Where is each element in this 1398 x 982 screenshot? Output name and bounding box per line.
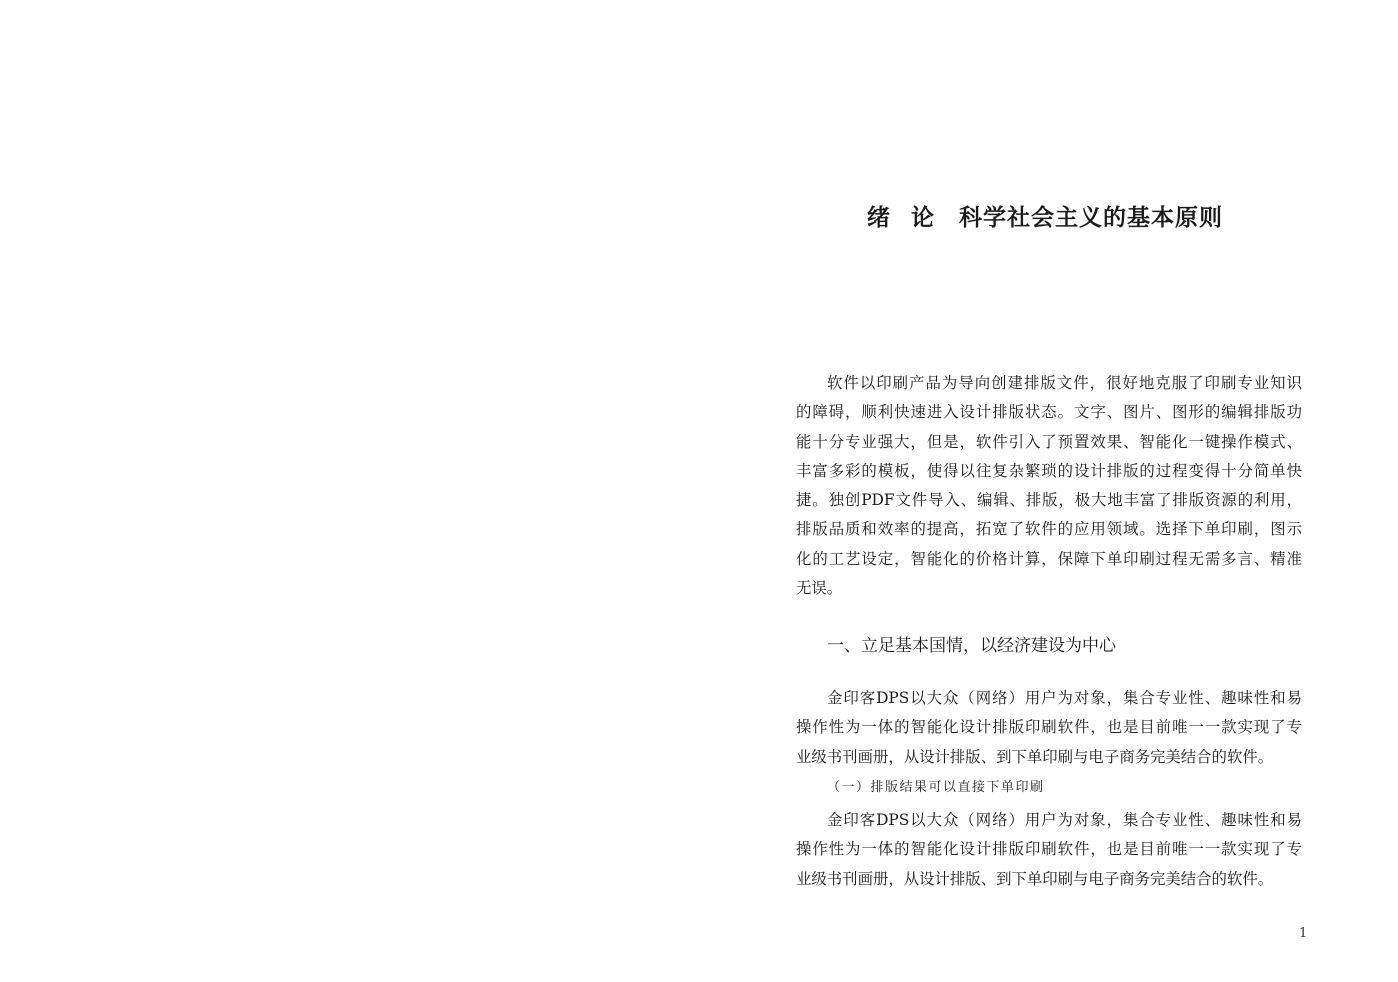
paragraph-1-line: 丰富多彩的模板，使得以往复杂繁琐的设计排版的过程变得十分简单快: [796, 461, 1302, 480]
paragraph-1-line: 化的工艺设定，智能化的价格计算，保障下单印刷过程无需多言、精准: [796, 549, 1302, 568]
paragraph-1-line: 软件以印刷产品为导向创建排版文件，很好地克服了印刷专业知识: [827, 374, 1302, 392]
paragraph-1: [796, 369, 1302, 603]
chapter-title-part1: 绪: [867, 204, 891, 231]
subheading: （一）排版结果可以直接下单印刷: [827, 780, 1045, 795]
right-page: [699, 0, 1398, 982]
paragraph-1-line: 无误。: [796, 579, 843, 598]
paragraph-1-line: 的障碍，顺利快速进入设计排版状态。文字、图片、图形的编辑排版功: [796, 403, 1302, 422]
paragraph-2: [796, 684, 1302, 772]
section-heading: 一、立足基本国情，以经济建设为中心: [827, 636, 1116, 656]
page-number: 1: [1299, 926, 1308, 941]
paragraph-3-line: 金印客DPS以大众（网络）用户为对象，集合专业性、趣味性和易: [827, 811, 1302, 829]
paragraph-3-line: 操作性为一体的智能化设计排版印刷软件，也是目前唯一一款实现了专: [796, 840, 1302, 859]
paragraph-3: [796, 806, 1302, 894]
chapter-title-part3: 科学社会主义的基本原则: [959, 204, 1223, 231]
paragraph-3-line: 业级书刊画册，从设计排版、到下单印刷与电子商务完美结合的软件。: [796, 869, 1274, 888]
paragraph-1-line: 能十分专业强大，但是，软件引入了预置效果、智能化一键操作模式、: [796, 432, 1302, 451]
paragraph-1-line: 捷。独创PDF文件导入、编辑、排版，极大地丰富了排版资源的利用，: [796, 491, 1302, 510]
chapter-title-part2: 论: [911, 204, 935, 231]
paragraph-2-line: 业级书刊画册，从设计排版、到下单印刷与电子商务完美结合的软件。: [796, 747, 1274, 766]
chapter-title: [867, 202, 1223, 234]
paragraph-1-line: 排版品质和效率的提高，拓宽了软件的应用领域。选择下单印刷，图示: [796, 520, 1302, 539]
paragraph-2-line: 操作性为一体的智能化设计排版印刷软件，也是目前唯一一款实现了专: [796, 718, 1302, 737]
paragraph-2-line: 金印客DPS以大众（网络）用户为对象，集合专业性、趣味性和易: [827, 689, 1302, 707]
